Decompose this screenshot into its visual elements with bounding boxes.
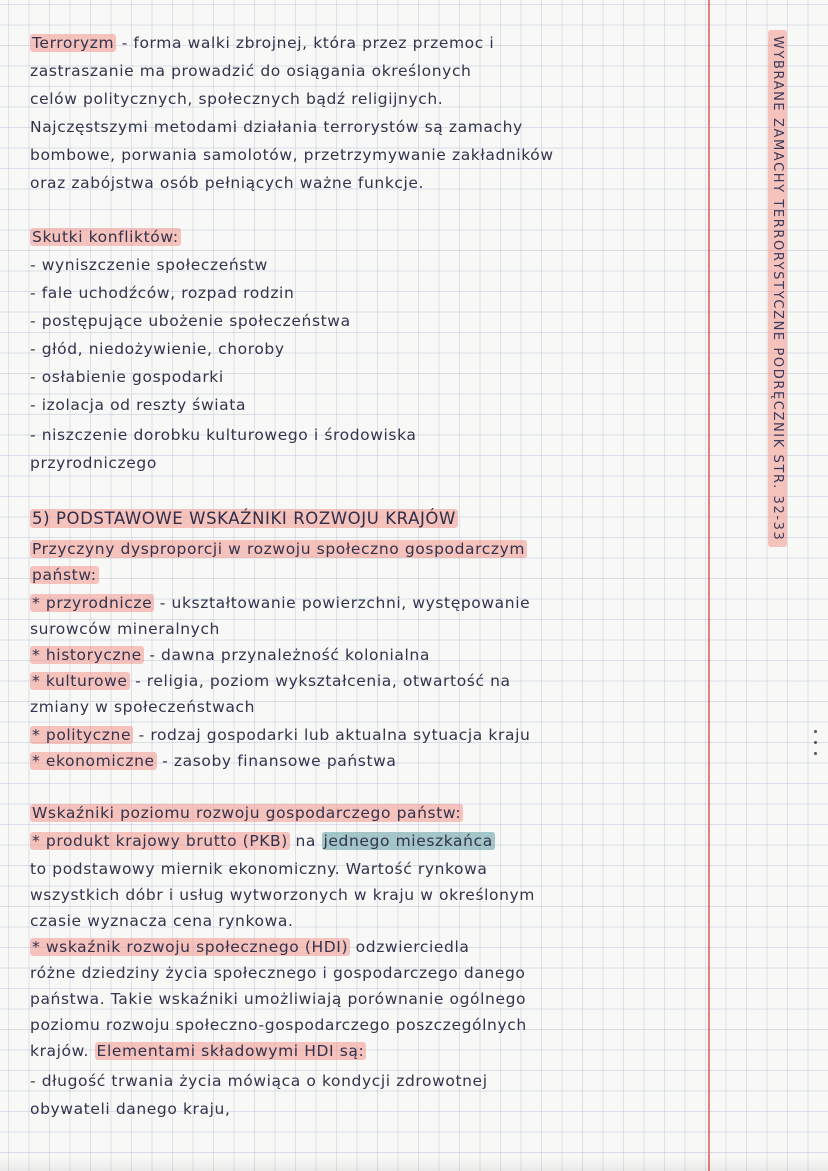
side-note (770, 30, 785, 547)
hdi-line-4: poziomu rozwoju społeczno-gospodarczego poszczególnych (30, 1016, 527, 1034)
terroryzm-line-1: Terroryzm - forma walki zbrojnej, która przez przemoc i (32, 34, 495, 52)
wskazniki-title: Wskaźniki poziomu rozwoju gospodarczego państw: (32, 804, 462, 822)
page-shadow (0, 1157, 828, 1171)
przyrodnicze-line: * przyrodnicze - ukształtowanie powierzchni, występowanie (32, 594, 531, 612)
skutki-item: - izolacja od reszty świata (30, 396, 247, 414)
historyczne-line: * historyczne - dawna przynależność kolonialna (32, 646, 430, 664)
hdi-line-7: obywateli danego kraju, (30, 1100, 231, 1118)
skutki-title: Skutki konfliktów: (32, 228, 179, 246)
kulturowe-cont: zmiany w społeczeństwach (30, 698, 255, 716)
side-note-text: WYBRANE ZAMACHY TERRORYSTYCZNE PODRĘCZNIK STR. 32-33 (768, 30, 787, 547)
skutki-item: - niszczenie dorobku kulturowego i środowiska (30, 426, 417, 444)
terroryzm-term: Terroryzm (32, 34, 115, 52)
hdi-line-3: państwa. Takie wskaźniki umożliwiają porównanie ogólnego (30, 990, 527, 1008)
hdi-line-5: krajów. Elementami składowymi HDI są: (30, 1042, 365, 1060)
hdi-line-2: różne dziedziny życia społecznego i gospodarczego danego (30, 964, 526, 982)
terroryzm-line-6: oraz zabójstwa osób pełniących ważne funkcje. (30, 174, 425, 192)
kulturowe-line: * kulturowe - religia, poziom wykształcenia, otwartość na (32, 672, 511, 690)
margin-line (708, 0, 710, 1171)
skutki-item: - głód, niedożywienie, choroby (30, 340, 285, 358)
section-5-subtitle-cont: państw: (32, 566, 97, 584)
pkb-line-2: to podstawowy miernik ekonomiczny. Wartość rynkowa (30, 860, 488, 878)
terroryzm-line-5: bombowe, porwania samolotów, przetrzymywanie zakładników (30, 146, 554, 164)
terroryzm-line-3: celów politycznych, społecznych bądź religijnych. (30, 90, 444, 108)
hdi-line-6: - długość trwania życia mówiąca o kondycji zdrowotnej (30, 1072, 488, 1090)
pkb-line-4: czasie wyznacza cena rynkowa. (30, 912, 294, 930)
binding-dots (814, 730, 822, 763)
polityczne-line: * polityczne - rodzaj gospodarki lub aktualna sytuacja kraju (32, 726, 531, 744)
section-5-subtitle: Przyczyny dysproporcji w rozwoju społeczno gospodarczym (32, 540, 526, 558)
skutki-item: - osłabienie gospodarki (30, 368, 224, 386)
pkb-line: * produkt krajowy brutto (PKB) na jednego mieszkańca (32, 832, 493, 850)
skutki-item: - postępujące ubożenie społeczeństwa (30, 312, 351, 330)
skutki-item: - fale uchodźców, rozpad rodzin (30, 284, 295, 302)
hdi-line: * wskaźnik rozwoju społecznego (HDI) odzwierciedla (32, 938, 470, 956)
terroryzm-line-4: Najczęstszymi metodami działania terrorystów są zamachy (30, 118, 523, 136)
pkb-line-3: wszystkich dóbr i usług wytworzonych w kraju w określonym (30, 886, 536, 904)
ekonomiczne-line: * ekonomiczne - zasoby finansowe państwa (32, 752, 397, 770)
terroryzm-line-2: zastraszanie ma prowadzić do osiągania określonych (30, 62, 472, 80)
skutki-item-cont: przyrodniczego (30, 454, 157, 472)
section-5-title: 5) PODSTAWOWE WSKAŹNIKI ROZWOJU KRAJÓW (32, 509, 456, 528)
przyrodnicze-cont: surowców mineralnych (30, 620, 220, 638)
skutki-item: - wyniszczenie społeczeństw (30, 256, 268, 274)
